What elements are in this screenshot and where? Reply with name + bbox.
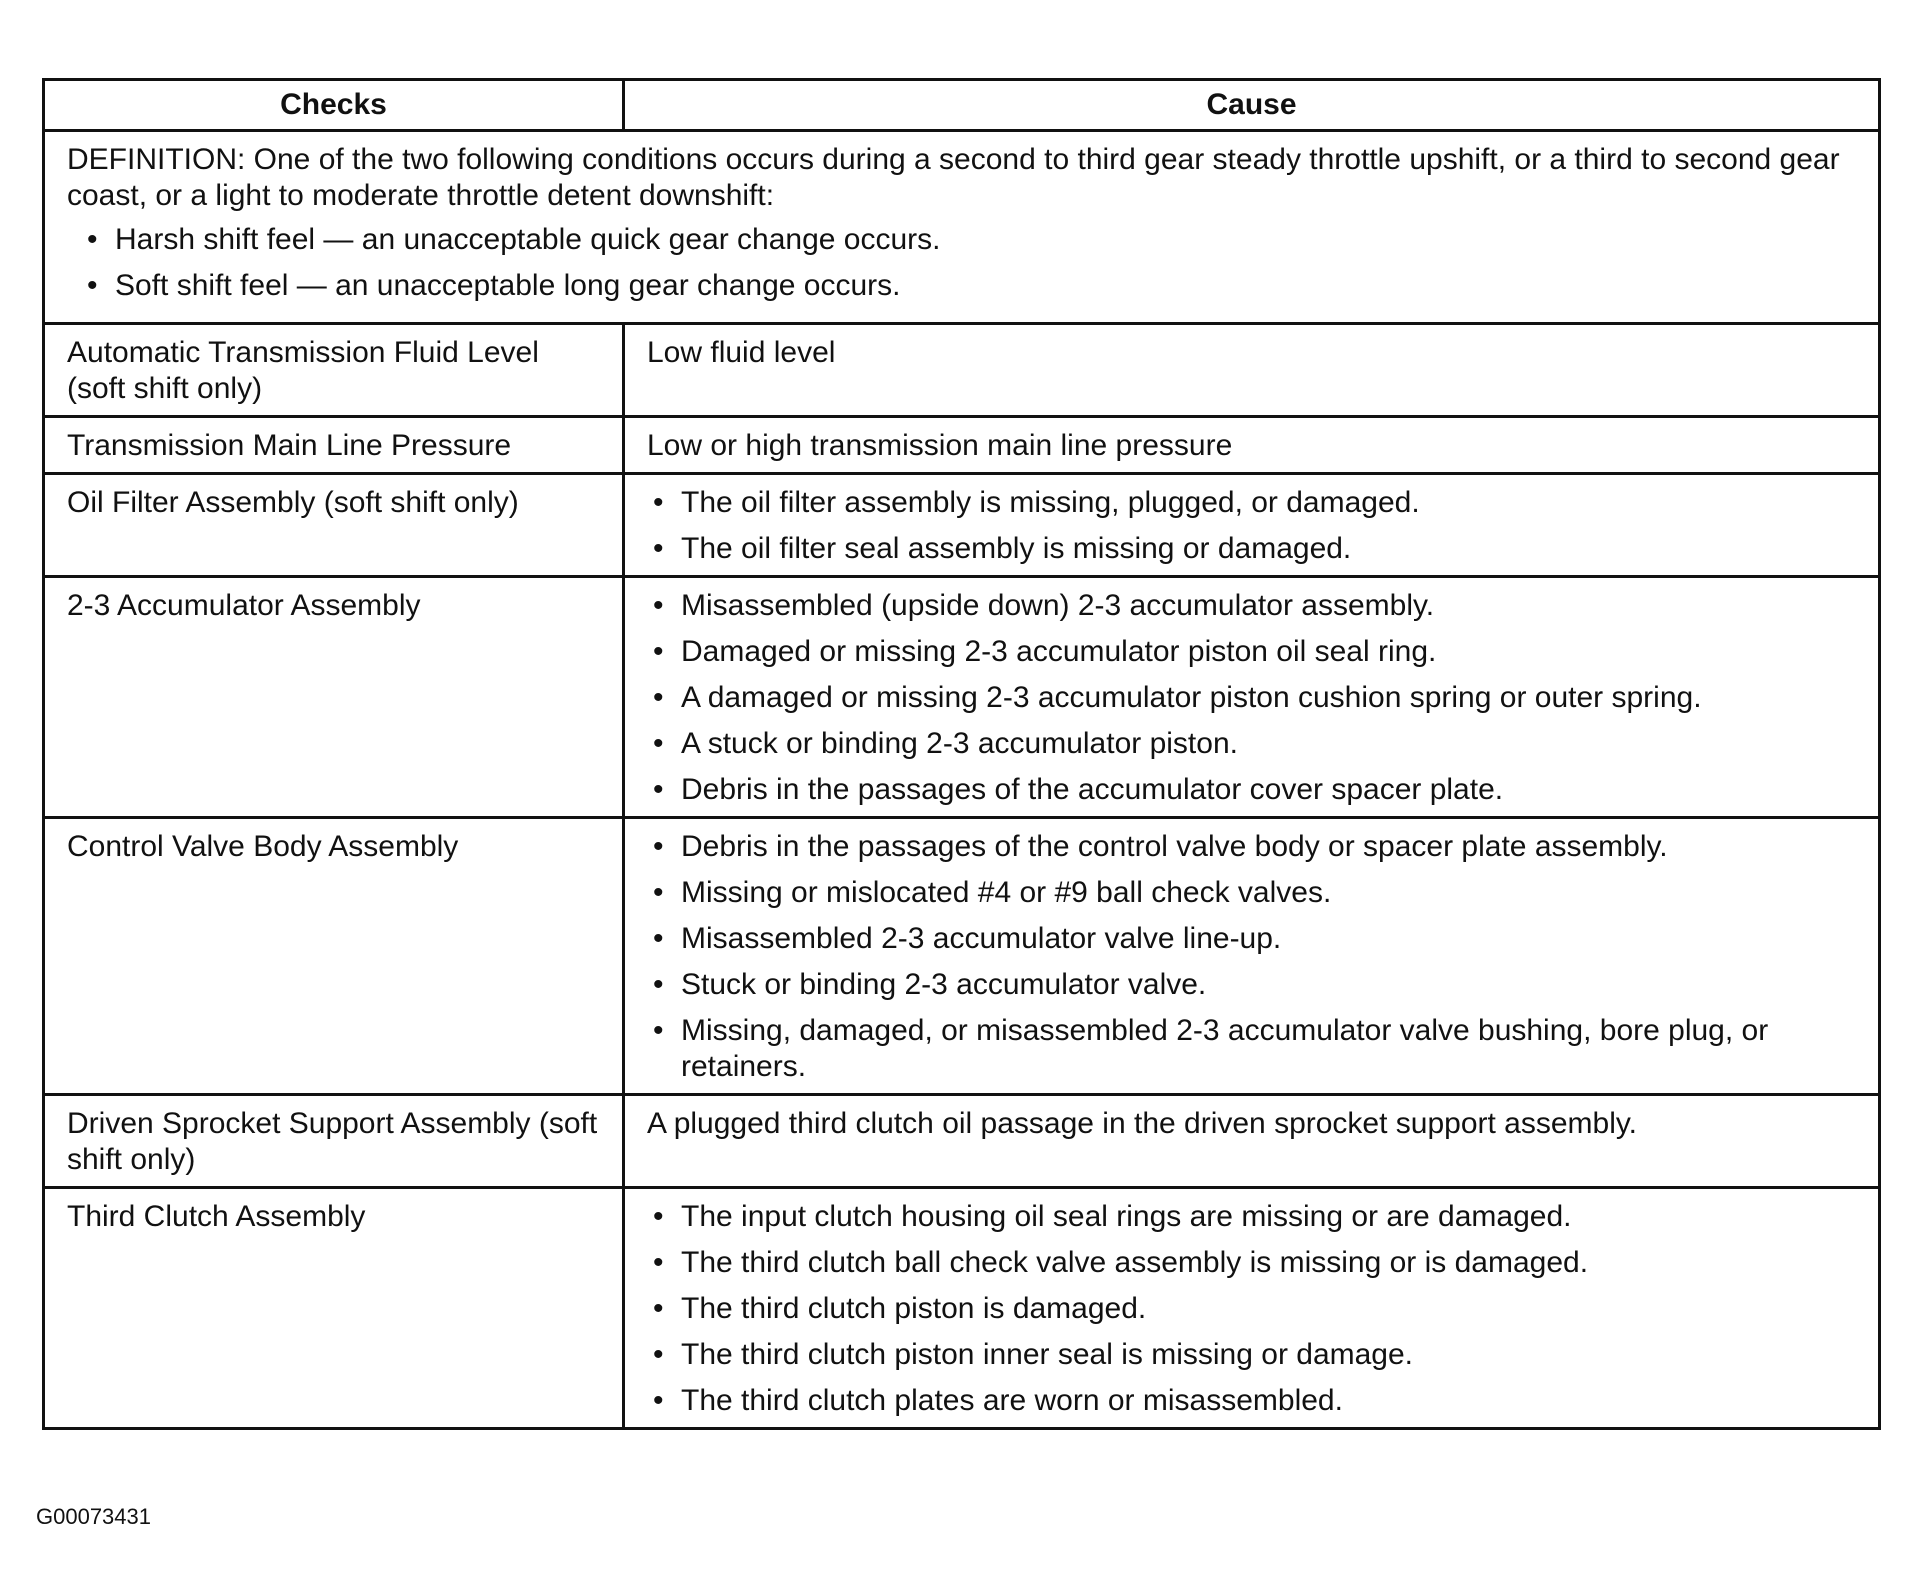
cause-item: • Misassembled 2-3 accumulator valve line-up. (653, 922, 1282, 955)
table-row (44, 1095, 1880, 1188)
header-row (44, 80, 1880, 131)
diagnostic-table (42, 78, 1881, 1430)
cause-item: • The third clutch piston inner seal is missing or damage. (653, 1338, 1414, 1371)
check-cell: Automatic Transmission Fluid Level (soft shift only) (44, 324, 624, 417)
cause-cell (624, 474, 1880, 577)
bullet-icon: • (87, 223, 98, 256)
cause-list (647, 588, 1858, 808)
bullet-icon: • (653, 532, 664, 565)
definition-bullets (67, 222, 1858, 304)
bullet-icon: • (653, 1338, 664, 1371)
cause-item: • Debris in the passages of the control valve body or spacer plate assembly. (653, 830, 1668, 863)
table-row (44, 818, 1880, 1095)
cause-item: • Debris in the passages of the accumulator cover spacer plate. (653, 773, 1504, 806)
cause-item: • Missing or mislocated #4 or #9 ball check valves. (653, 876, 1332, 909)
bullet-icon: • (653, 876, 664, 909)
cause-item: • The input clutch housing oil seal rings are missing or are damaged. (653, 1200, 1572, 1233)
figure-code: G00073431 (36, 1504, 151, 1529)
cause-item: • The third clutch piston is damaged. (653, 1292, 1147, 1325)
check-cell: Transmission Main Line Pressure (44, 417, 624, 474)
cause-item: • A stuck or binding 2-3 accumulator piston. (653, 727, 1238, 760)
definition-row (44, 131, 1880, 324)
check-cell: Control Valve Body Assembly (44, 818, 624, 1095)
check-cell: Oil Filter Assembly (soft shift only) (44, 474, 624, 577)
table-row (44, 417, 1880, 474)
table-row (44, 324, 1880, 417)
cause-item: • A damaged or missing 2-3 accumulator piston cushion spring or outer spring. (653, 681, 1702, 714)
cause-item: • The third clutch plates are worn or misassembled. (653, 1384, 1343, 1417)
bullet-icon: • (653, 922, 664, 955)
cause-item: • Missing, damaged, or misassembled 2-3 accumulator valve bushing, bore plug, or retainers. (653, 1014, 1769, 1083)
definition-bullet: • Harsh shift feel — an unacceptable quick gear change occurs. (87, 223, 941, 256)
definition-bullet: • Soft shift feel — an unacceptable long gear change occurs. (87, 269, 901, 302)
checks-header: Checks (44, 80, 624, 131)
cause-list (647, 829, 1858, 1085)
table-row (44, 577, 1880, 818)
cause-list (647, 1199, 1858, 1419)
cause-cell (624, 1188, 1880, 1429)
bullet-icon: • (653, 1200, 664, 1233)
cause-cell: Low or high transmission main line pressure (624, 417, 1880, 474)
bullet-icon: • (653, 830, 664, 863)
definition-cell (44, 131, 1880, 324)
cause-item: • The oil filter seal assembly is missing or damaged. (653, 532, 1352, 565)
check-cell: 2-3 Accumulator Assembly (44, 577, 624, 818)
check-cell: Driven Sprocket Support Assembly (soft shift only) (44, 1095, 624, 1188)
cause-item: • Damaged or missing 2-3 accumulator piston oil seal ring. (653, 635, 1437, 668)
check-cell: Third Clutch Assembly (44, 1188, 624, 1429)
cause-item: • The third clutch ball check valve assembly is missing or is damaged. (653, 1246, 1589, 1279)
bullet-icon: • (653, 727, 664, 760)
bullet-icon: • (653, 1014, 664, 1047)
bullet-icon: • (653, 968, 664, 1001)
cause-header: Cause (624, 80, 1880, 131)
bullet-icon: • (653, 773, 664, 806)
cause-cell: A plugged third clutch oil passage in the driven sprocket support assembly. (624, 1095, 1880, 1188)
table-row (44, 1188, 1880, 1429)
bullet-icon: • (653, 486, 664, 519)
cause-item: • The oil filter assembly is missing, plugged, or damaged. (653, 486, 1420, 519)
bullet-icon: • (653, 589, 664, 622)
table-row (44, 474, 1880, 577)
definition-text: DEFINITION: One of the two following conditions occurs during a second to third gear steady throttle upshift, or a third to second gear coast, or a light to moderate throttle detent downshift: (67, 143, 1840, 212)
bullet-icon: • (653, 635, 664, 668)
bullet-icon: • (653, 1292, 664, 1325)
cause-list (647, 485, 1858, 567)
cause-cell (624, 818, 1880, 1095)
cause-cell (624, 577, 1880, 818)
bullet-icon: • (653, 1384, 664, 1417)
bullet-icon: • (653, 681, 664, 714)
cause-cell: Low fluid level (624, 324, 1880, 417)
cause-item: • Misassembled (upside down) 2-3 accumulator assembly. (653, 589, 1435, 622)
cause-item: • Stuck or binding 2-3 accumulator valve. (653, 968, 1207, 1001)
bullet-icon: • (87, 269, 98, 302)
bullet-icon: • (653, 1246, 664, 1279)
